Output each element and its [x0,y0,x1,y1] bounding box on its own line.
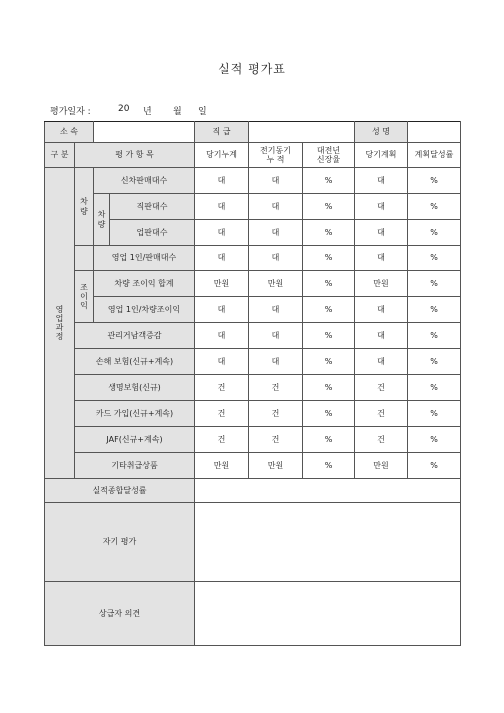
cell-current-total[interactable]: 대 [195,323,249,349]
cell-prev-cumulative[interactable]: 대 [249,297,303,323]
cell-plan[interactable]: 만원 [355,453,408,479]
header-growth: 대전년 신장율 [303,143,355,168]
cell-achievement[interactable]: % [408,349,461,375]
cell-plan[interactable]: 대 [355,246,408,271]
supervisor-field[interactable] [195,582,461,646]
self-eval-field[interactable] [195,503,461,582]
cell-current-total[interactable]: 대 [195,194,249,220]
row-item: 생명보험(신규) [75,375,195,401]
rank-field[interactable] [249,122,355,143]
row-item: 영업 1인/차량조이익 [94,297,195,323]
cell-plan[interactable]: 건 [355,375,408,401]
cell-prev-cumulative[interactable]: 대 [249,168,303,194]
cell-current-total[interactable]: 건 [195,401,249,427]
table-row [45,194,461,220]
cell-current-total[interactable]: 대 [195,168,249,194]
cell-achievement[interactable]: % [408,375,461,401]
cell-plan[interactable]: 대 [355,297,408,323]
cell-plan[interactable]: 대 [355,323,408,349]
cell-growth[interactable]: % [303,246,355,271]
section-main-label: 영 업 과 정 [45,168,75,479]
table-row [45,453,461,479]
cell-growth[interactable]: % [303,427,355,453]
dept-label: 소 속 [45,122,94,143]
cell-achievement[interactable]: % [408,220,461,246]
rank-label: 직 급 [195,122,249,143]
date-year: 년 [143,107,152,117]
header-current-total: 당기누계 [195,143,249,168]
row-item: 직판대수 [110,194,195,220]
dept-field[interactable] [94,122,195,143]
date-year-prefix: 20 [118,104,130,114]
cell-achievement[interactable]: % [408,297,461,323]
row-item: 기타취급상품 [75,453,195,479]
cell-current-total[interactable]: 만원 [195,271,249,297]
table-row [45,349,461,375]
table-row [45,297,461,323]
cell-growth[interactable]: % [303,453,355,479]
row-item: 영업 1인/판매대수 [94,246,195,271]
row-item: 업판대수 [110,220,195,246]
cell-current-total[interactable]: 대 [195,297,249,323]
cell-prev-cumulative[interactable]: 건 [249,401,303,427]
cell-achievement[interactable]: % [408,453,461,479]
cell-growth[interactable]: % [303,194,355,220]
cell-plan[interactable]: 대 [355,194,408,220]
cell-prev-cumulative[interactable]: 대 [249,246,303,271]
cell-achievement[interactable]: % [408,427,461,453]
cell-prev-cumulative[interactable]: 만원 [249,271,303,297]
cell-plan[interactable]: 대 [355,349,408,375]
header-achievement: 계획달성률 [408,143,461,168]
cell-current-total[interactable]: 건 [195,427,249,453]
self-eval-label: 자기 평가 [45,503,195,582]
section-car-sub-label: 차 량 [94,194,110,246]
header-plan: 당기계획 [355,143,408,168]
cell-prev-cumulative[interactable]: 대 [249,220,303,246]
cell-prev-cumulative[interactable]: 대 [249,323,303,349]
cell-current-total[interactable]: 만원 [195,453,249,479]
cell-current-total[interactable]: 대 [195,246,249,271]
row-item: JAF(신규+계속) [75,427,195,453]
cell-prev-cumulative[interactable]: 건 [249,427,303,453]
date-day: 일 [198,107,207,117]
cell-achievement[interactable]: % [408,271,461,297]
cell-growth[interactable]: % [303,271,355,297]
cell-current-total[interactable]: 대 [195,220,249,246]
cell-plan[interactable]: 건 [355,401,408,427]
date-label: 평가일자 : [50,107,91,117]
header-items: 평 가 항 목 [75,143,195,168]
evaluation-table [44,121,461,646]
table-row [45,246,461,271]
page-title: 실적 평가표 [218,62,286,76]
row-item: 손해 보험(신규+계속) [75,349,195,375]
table-row [45,375,461,401]
cell-growth[interactable]: % [303,220,355,246]
table-row [45,427,461,453]
cell-growth[interactable]: % [303,323,355,349]
cell-plan[interactable]: 건 [355,427,408,453]
cell-prev-cumulative[interactable]: 건 [249,375,303,401]
header-row [45,143,461,168]
cell-achievement[interactable]: % [408,168,461,194]
cell-plan[interactable]: 대 [355,220,408,246]
info-row [45,122,461,143]
table-row [45,168,461,194]
cell-growth[interactable]: % [303,168,355,194]
total-achievement-row [45,479,461,503]
cell-current-total[interactable]: 대 [195,349,249,375]
cell-growth[interactable]: % [303,375,355,401]
cell-plan[interactable]: 만원 [355,271,408,297]
supervisor-label: 상급자 의견 [45,582,195,646]
row-item: 관리거남객증감 [75,323,195,349]
cell-plan[interactable]: 대 [355,168,408,194]
cell-growth[interactable]: % [303,349,355,375]
date-month: 월 [173,107,182,117]
row-item: 카드 가입(신규+계속) [75,401,195,427]
table-row [45,401,461,427]
name-field[interactable] [408,122,461,143]
section-profit-label: 조 이 익 [75,271,94,323]
row-item: 차량 조이익 합계 [94,271,195,297]
table-row [45,323,461,349]
row-item: 신차판매대수 [94,168,195,194]
cell-achievement[interactable]: % [408,323,461,349]
self-eval-row [45,503,461,582]
table-row [45,271,461,297]
total-achievement-field[interactable] [195,479,461,503]
cell-growth[interactable]: % [303,401,355,427]
total-achievement-label: 실적종합달성률 [45,479,195,503]
cell-prev-cumulative[interactable]: 대 [249,349,303,375]
header-category: 구 분 [45,143,75,168]
name-label: 성 명 [355,122,408,143]
section-car-label: 차 량 [75,168,94,246]
section-blank-cell [75,246,94,271]
cell-current-total[interactable]: 건 [195,375,249,401]
cell-achievement[interactable]: % [408,401,461,427]
cell-prev-cumulative[interactable]: 만원 [249,453,303,479]
header-prev-cumulative: 전기동기 누 적 [249,143,303,168]
cell-achievement[interactable]: % [408,194,461,220]
supervisor-row [45,582,461,646]
cell-prev-cumulative[interactable]: 대 [249,194,303,220]
cell-achievement[interactable]: % [408,246,461,271]
cell-growth[interactable]: % [303,297,355,323]
